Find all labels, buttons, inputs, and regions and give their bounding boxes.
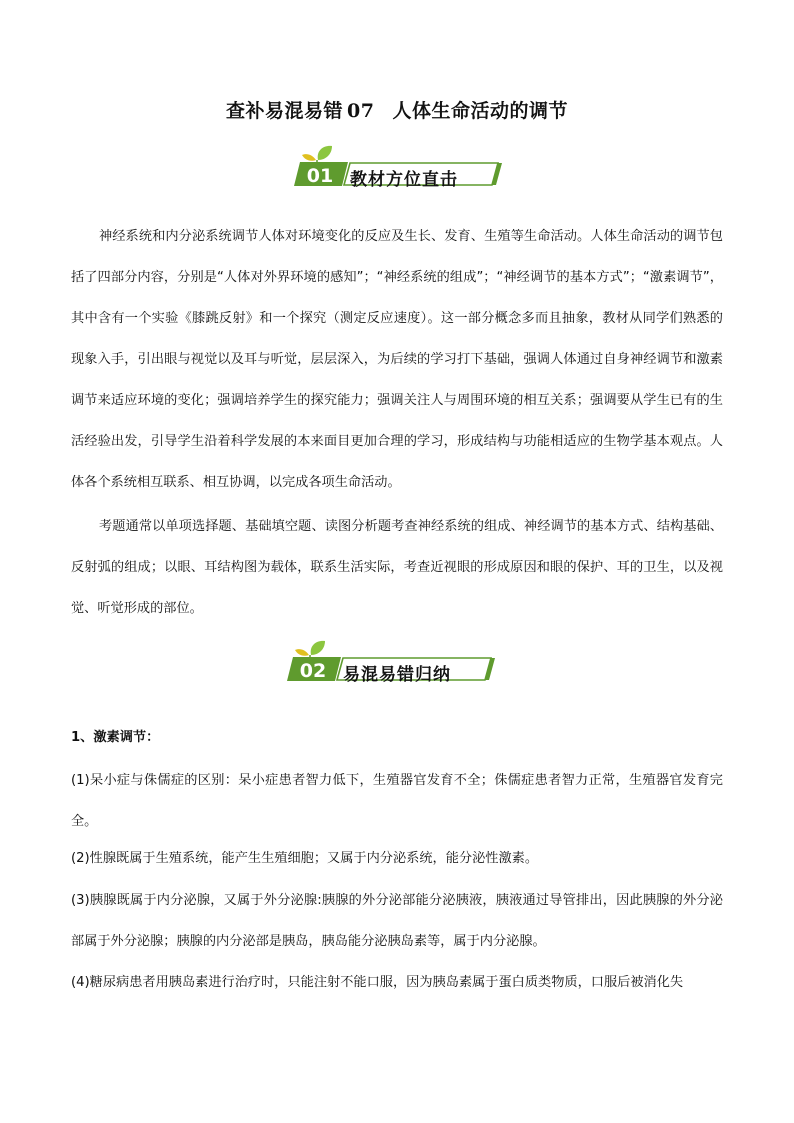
leaf-icon <box>302 146 332 164</box>
section-banner-01 <box>290 142 510 192</box>
title-prefix: 查补易混易错 <box>226 100 344 122</box>
section-label: 易混易错归纳 <box>343 665 451 685</box>
title-topic: 人体生命活动的调节 <box>392 100 568 122</box>
section-number: 02 <box>299 660 327 682</box>
section-number: 01 <box>306 165 334 187</box>
intro-paragraph-2: 考题通常以单项选择题、基础填空题、读图分析题考查神经系统的组成、神经调节的基本方式、结构基础、反射弧的组成；以眼、耳结构图为载体，联系生活实际，考查近视眼的形成原因和眼的保护、耳的卫生，以及视觉、听觉形成的部位。 <box>71 519 723 616</box>
intro-paragraph-1: 神经系统和内分泌系统调节人体对环境变化的反应及生长、发育、生殖等生命活动。人体生命活动的调节包括了四部分内容，分别是“人体对外界环境的感知”；“神经系统的组成”；“神经调节的基本方式”；“激素调节”，其中含有一个实验《膝跳反射》和一个探究（测定反应速度）。这一部分概念多而且抽象，教材从同学们熟悉的现象入手，引出眼与视觉以及耳与听觉，层层深入，为后续的学习打下基础，强调人体通过自身神经调节和激素调节来适应环境的变化；强调培养学生的探究能力；强调关注人与周围环境的相互关系；强调要从学生已有的生活经验出发，引导学生沿着科学发展的本来面目更加合理的学习，形成结构与功能相适应的生物学基本观点。人体各个系统相互联系、相互协调，以完成各项生命活动。 <box>71 229 723 490</box>
section-banner-02 <box>283 637 503 687</box>
list-item: (4)糖尿病患者用胰岛素进行治疗时，只能注射不能口服，因为胰岛素属于蛋白质类物质，口服后被消化失 <box>71 975 684 990</box>
list-item: (1)呆小症与侏儒症的区别：呆小症患者智力低下，生殖器官发育不全；侏儒症患者智力正常，生殖器官发育完全。 <box>71 773 723 829</box>
section-label: 教材方位直击 <box>350 170 458 190</box>
leaf-icon <box>295 641 325 659</box>
section-heading: 1、激素调节： <box>71 730 160 745</box>
list-item: (2)性腺既属于生殖系统，能产生生殖细胞；又属于内分泌系统，能分泌性激素。 <box>71 851 539 866</box>
list-item: (3)胰腺既属于内分泌腺，又属于外分泌腺:胰腺的外分泌部能分泌胰液，胰液通过导管排出，因此胰腺的外分泌部属于外分泌腺；胰腺的内分泌部是胰岛，胰岛能分泌胰岛素等，属于内分泌腺。 <box>71 893 723 949</box>
title-number: 07 <box>347 100 375 122</box>
page-title <box>0 96 794 123</box>
